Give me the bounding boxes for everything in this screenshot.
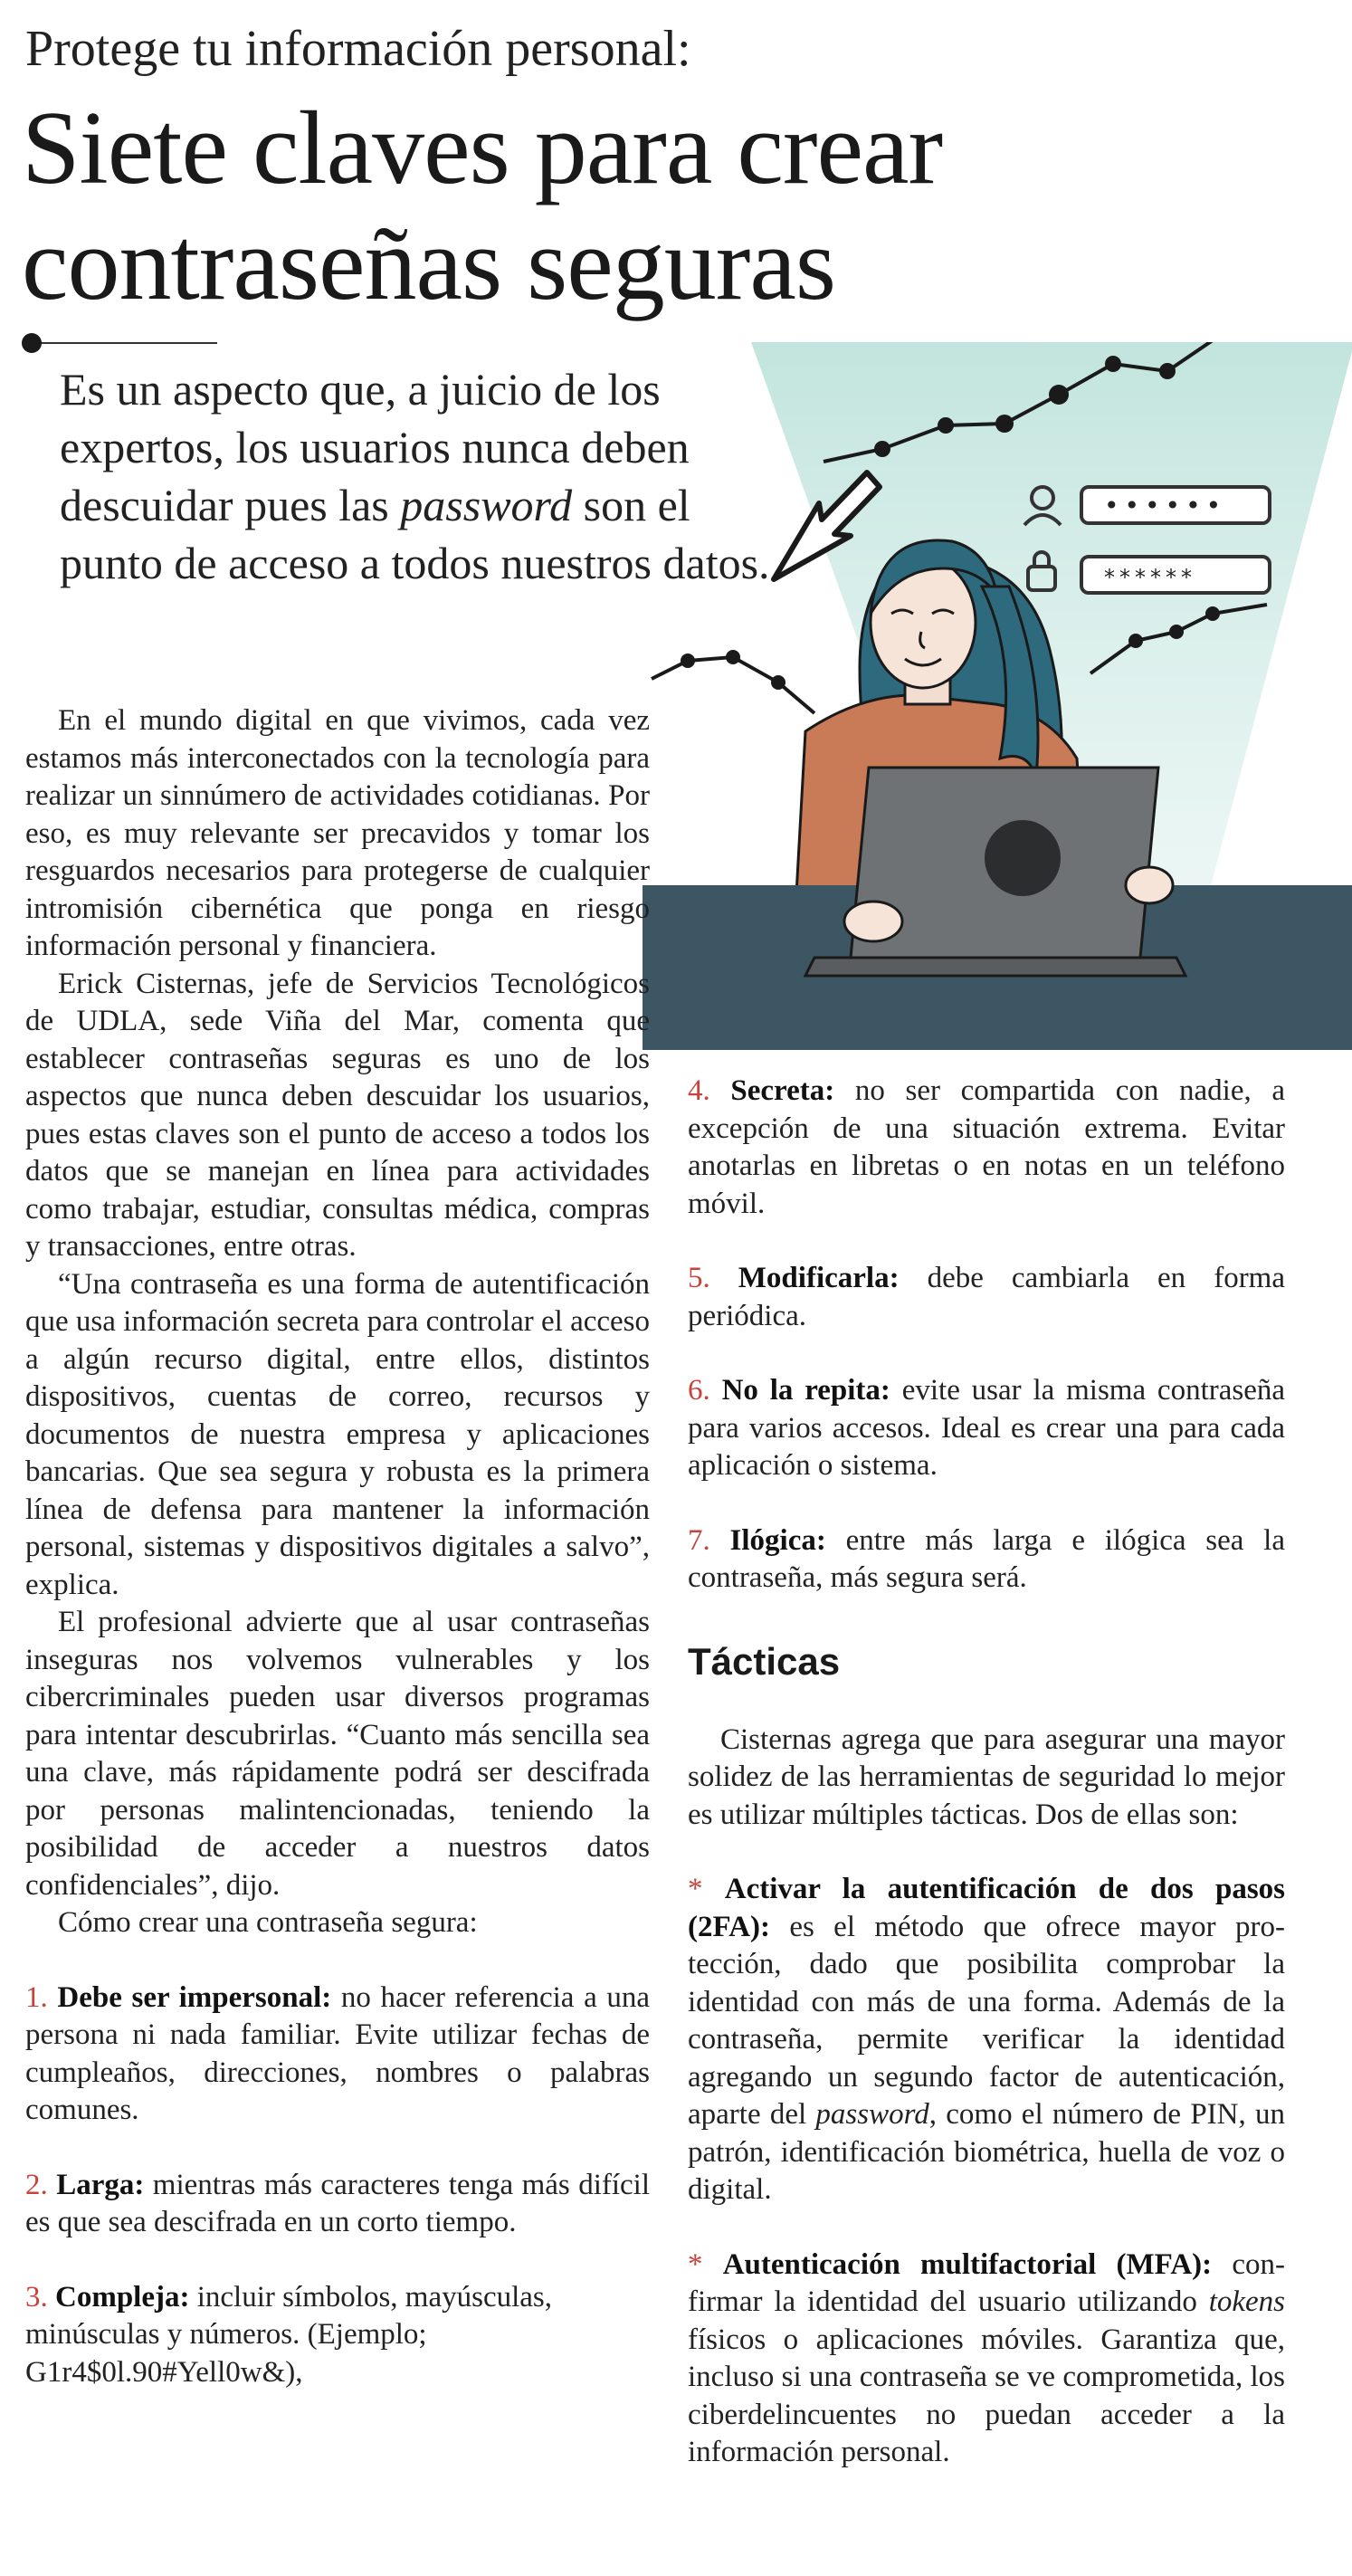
tip-1: 1. Debe ser impersonal: no hacer referencia a una persona ni nada familiar. Evite utilizar fechas de cumpleaños, direcciones, nombres o palabras comunes. — [25, 1980, 650, 2126]
body-paragraph-1: En el mundo digital en que vivimos, cada vez estamos más interconectados con la tecnología para realizar un sinnúmero de actividades cotidianas. Por eso, es muy relevante ser precavidos y tomar los resguardos necesarios para protegerse de cualquier intromisión cibernética que ponga en riesgo información personal y financiera. — [25, 704, 650, 962]
body-paragraph-3: “Una contraseña es una forma de autentificación que usa información secreta para controlar el acceso a algún recurso digital, entre ellos, distintos dispositivos, cuentas de correo, recursos y documentos de nuestra empresa y aplicaciones bancarias. Que sea segura y robusta es la primera línea de defensa para mantener la información personal, sistemas y dispositivos digitales a salvo”, explica. — [25, 1267, 650, 1601]
trend-line-left — [652, 657, 814, 713]
headline — [22, 91, 1198, 322]
right-hand — [1126, 867, 1173, 903]
headline-line-1: Siete claves para crear — [22, 91, 943, 206]
headline-line-2: contraseñas seguras — [22, 206, 835, 322]
tactic-1: * Activar la autentificación de dos pasos (2FA): es el método que ofrece mayor protección, dado que posibilita comprobar la identidad con más de una forma. Además de la contraseña, permite verificar la identidad agregando un segundo factor de autenticación, aparte del password, como el número de PIN, un patrón, identificación biométrica, huella de voz o digital. — [688, 1873, 1286, 2206]
dek-italic: password — [400, 480, 573, 530]
left-hand — [844, 902, 902, 941]
dek-text-1: Es un aspecto que, a juicio de los expertos, los usuarios nunca deben descuidar pues las — [60, 364, 690, 530]
tip-5: 5. Modificarla: debe cambiarla en forma periódica. — [688, 1262, 1285, 1332]
left-column — [25, 702, 650, 2428]
trend-line-left-dots — [681, 650, 785, 690]
right-column — [688, 1073, 1285, 2509]
body-paragraph-4: El profesional advierte que al usar contraseñas inseguras nos volvemos vulnerables y los cibercriminales pueden usar diversos programas para intentar descubrirlas. “Cuanto más sencilla sea una clave, más rápidamente podrá ser descifrada por personas malintencionadas, teniendo la posibilidad de acceder a nuestros datos confidenciales”, dijo. — [25, 1606, 650, 1902]
user-field-mask: •••••• — [1104, 491, 1227, 520]
body-paragraph-2: Erick Cisternas, jefe de Servicios Tecnológicos de UDLA, sede Viña del Mar, comenta que establecer contraseñas seguras es uno de los aspectos que nunca deben descuidar los usuarios, pues estas claves son el punto de acceso a todos los datos que se manejan en línea para actividades como trabajar, estudiar, consultas médica, compras y transacciones, entre otras. — [25, 967, 650, 1263]
tip-4: 4. Secreta: no ser compartida con nadie, a excepción de una situación extrema. Evitar anotarlas en libretas o en notas en un teléfono móvil. — [688, 1074, 1286, 1220]
dek — [60, 360, 793, 592]
tip-6: 6. No la repita: evite usar la misma contraseña para varios accesos. Ideal es crear una para cada aplicación o sistema. — [688, 1374, 1286, 1482]
divider-line — [36, 342, 217, 344]
laptop-base — [805, 958, 1185, 976]
tip-2: 2. Larga: mientras más caracteres tenga más difícil es que sea descifrada en un corto tiempo. — [25, 2168, 651, 2238]
divider-dot — [22, 333, 42, 353]
password-field-mask: ****** — [1104, 565, 1196, 590]
tactic-2: * Autenticación multifactorial (MFA): confirmar la identidad del usuario utilizando tokens físicos o aplicaciones móviles. Garantiza que, incluso si una contraseña se ve comprometida, los ciberdelincuentes no puedan acceder a la información personal. — [688, 2247, 1285, 2468]
laptop-logo — [985, 820, 1061, 896]
tip-3: 3. Compleja: incluir símbolos, mayúsculas, minúsculas y números. (Ejemplo; G1r4$0l.90#Yell0w&), — [25, 2280, 553, 2389]
kicker: Protege tu información personal: — [25, 21, 691, 77]
tactics-heading: Tácticas — [688, 1639, 841, 1683]
body-paragraph-5: Cómo crear una contraseña segura: — [58, 1906, 478, 1939]
tip-7: 7. Ilógica: entre más larga e ilógica sea la contraseña, más segura será. — [688, 1523, 1285, 1594]
tactics-intro: Cisternas agrega que para asegurar una mayor solidez de las herramientas de seguridad lo mejor es utilizar múltiples tácticas. Dos de ellas son: — [688, 1722, 1285, 1831]
dek-text-2: son el punto de acceso a todos nuestros datos. — [60, 480, 770, 588]
